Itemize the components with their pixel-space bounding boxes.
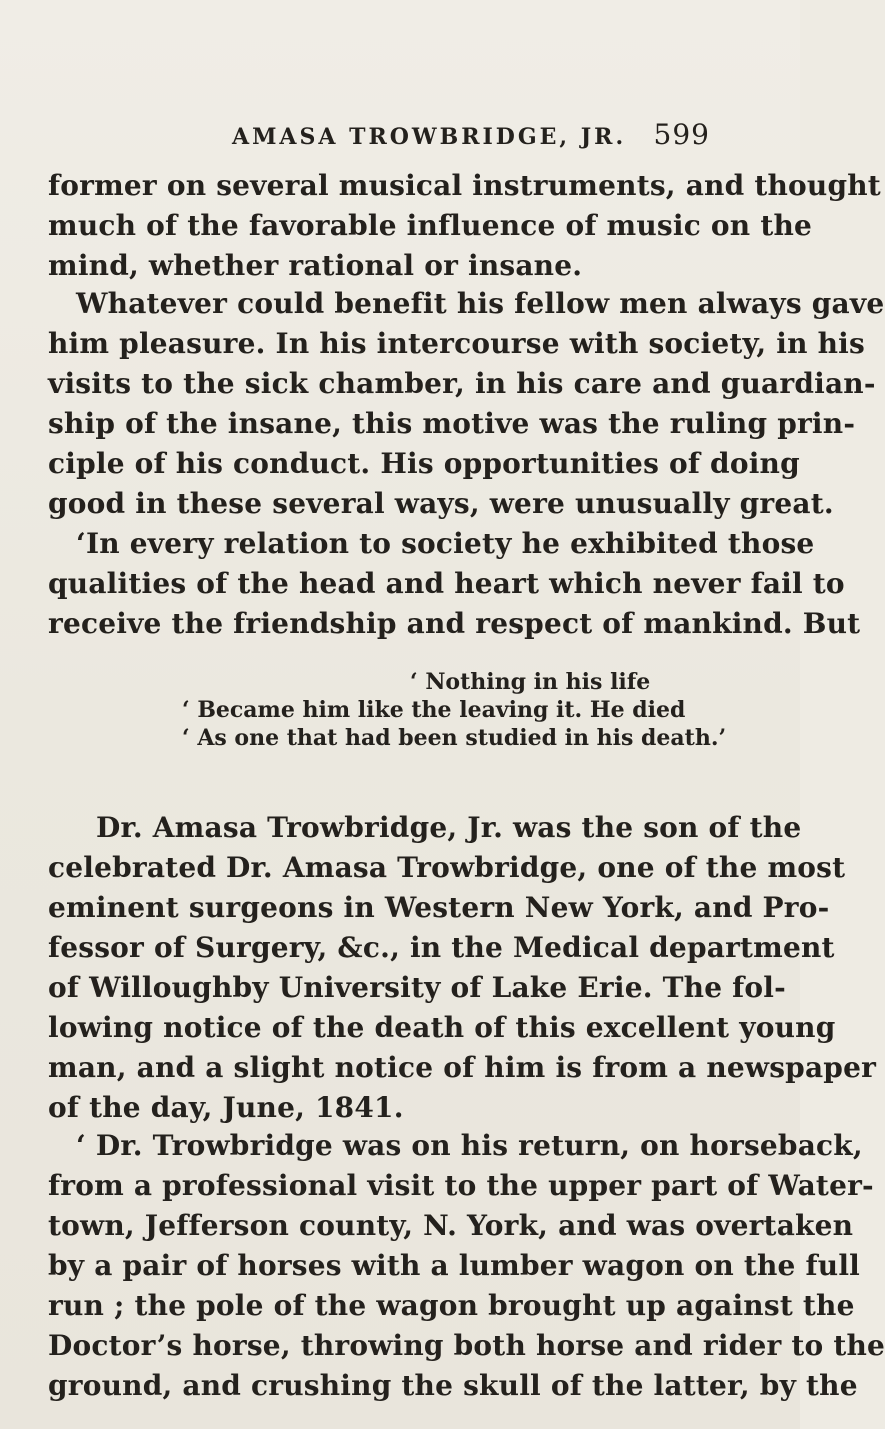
running-title: AMASA TROWBRIDGE, JR. bbox=[232, 124, 627, 150]
text-line: former on several musical instruments, and thought bbox=[48, 169, 881, 202]
verse-line: ‘ As one that had been studied in his death.’ bbox=[182, 725, 727, 751]
text-line: town, Jefferson county, N. York, and was overtaken bbox=[48, 1209, 854, 1242]
text-line: ciple of his conduct. His opportunities of doing bbox=[48, 447, 800, 480]
page-number: 599 bbox=[653, 118, 710, 151]
text-line: ‘In every relation to society he exhibited those bbox=[76, 527, 815, 560]
text-line: by a pair of horses with a lumber wagon on the full bbox=[48, 1249, 860, 1282]
text-line: receive the friendship and respect of mankind. But bbox=[48, 607, 861, 640]
text-line: good in these several ways, were unusually great. bbox=[48, 487, 834, 520]
verse-line: ‘ Became him like the leaving it. He died bbox=[182, 697, 686, 723]
text-line: much of the favorable influence of music on the bbox=[48, 209, 813, 242]
text-line: Dr. Amasa Trowbridge, Jr. was the son of the bbox=[96, 811, 802, 844]
text-line: ground, and crushing the skull of the latter, by the bbox=[48, 1369, 858, 1402]
text-line: of the day, June, 1841. bbox=[48, 1091, 404, 1124]
verse-line: ‘ Nothing in his life bbox=[410, 669, 651, 695]
text-line: qualities of the head and heart which never fail to bbox=[48, 567, 845, 600]
text-line: eminent surgeons in Western New York, and Pro- bbox=[48, 891, 830, 924]
text-line: from a professional visit to the upper part of Water- bbox=[48, 1169, 874, 1202]
text-line: run ; the pole of the wagon brought up against the bbox=[48, 1289, 855, 1322]
text-line: of Willoughby University of Lake Erie. The fol- bbox=[48, 971, 786, 1004]
text-line: visits to the sick chamber, in his care and guardian- bbox=[48, 367, 876, 400]
text-line: fessor of Surgery, &c., in the Medical department bbox=[48, 931, 835, 964]
text-line: ship of the insane, this motive was the ruling prin- bbox=[48, 407, 856, 440]
text-line: Doctor’s horse, throwing both horse and rider to the bbox=[48, 1329, 885, 1362]
text-line: man, and a slight notice of him is from a newspaper bbox=[48, 1051, 877, 1084]
text-line: mind, whether rational or insane. bbox=[48, 249, 583, 282]
text-line: lowing notice of the death of this excellent young bbox=[48, 1011, 836, 1044]
running-head bbox=[232, 118, 710, 154]
text-line: ‘ Dr. Trowbridge was on his return, on horseback, bbox=[76, 1129, 863, 1162]
text-line: celebrated Dr. Amasa Trowbridge, one of the most bbox=[48, 851, 846, 884]
text-line: him pleasure. In his intercourse with society, in his bbox=[48, 327, 865, 360]
text-line: Whatever could benefit his fellow men always gave bbox=[76, 287, 885, 320]
